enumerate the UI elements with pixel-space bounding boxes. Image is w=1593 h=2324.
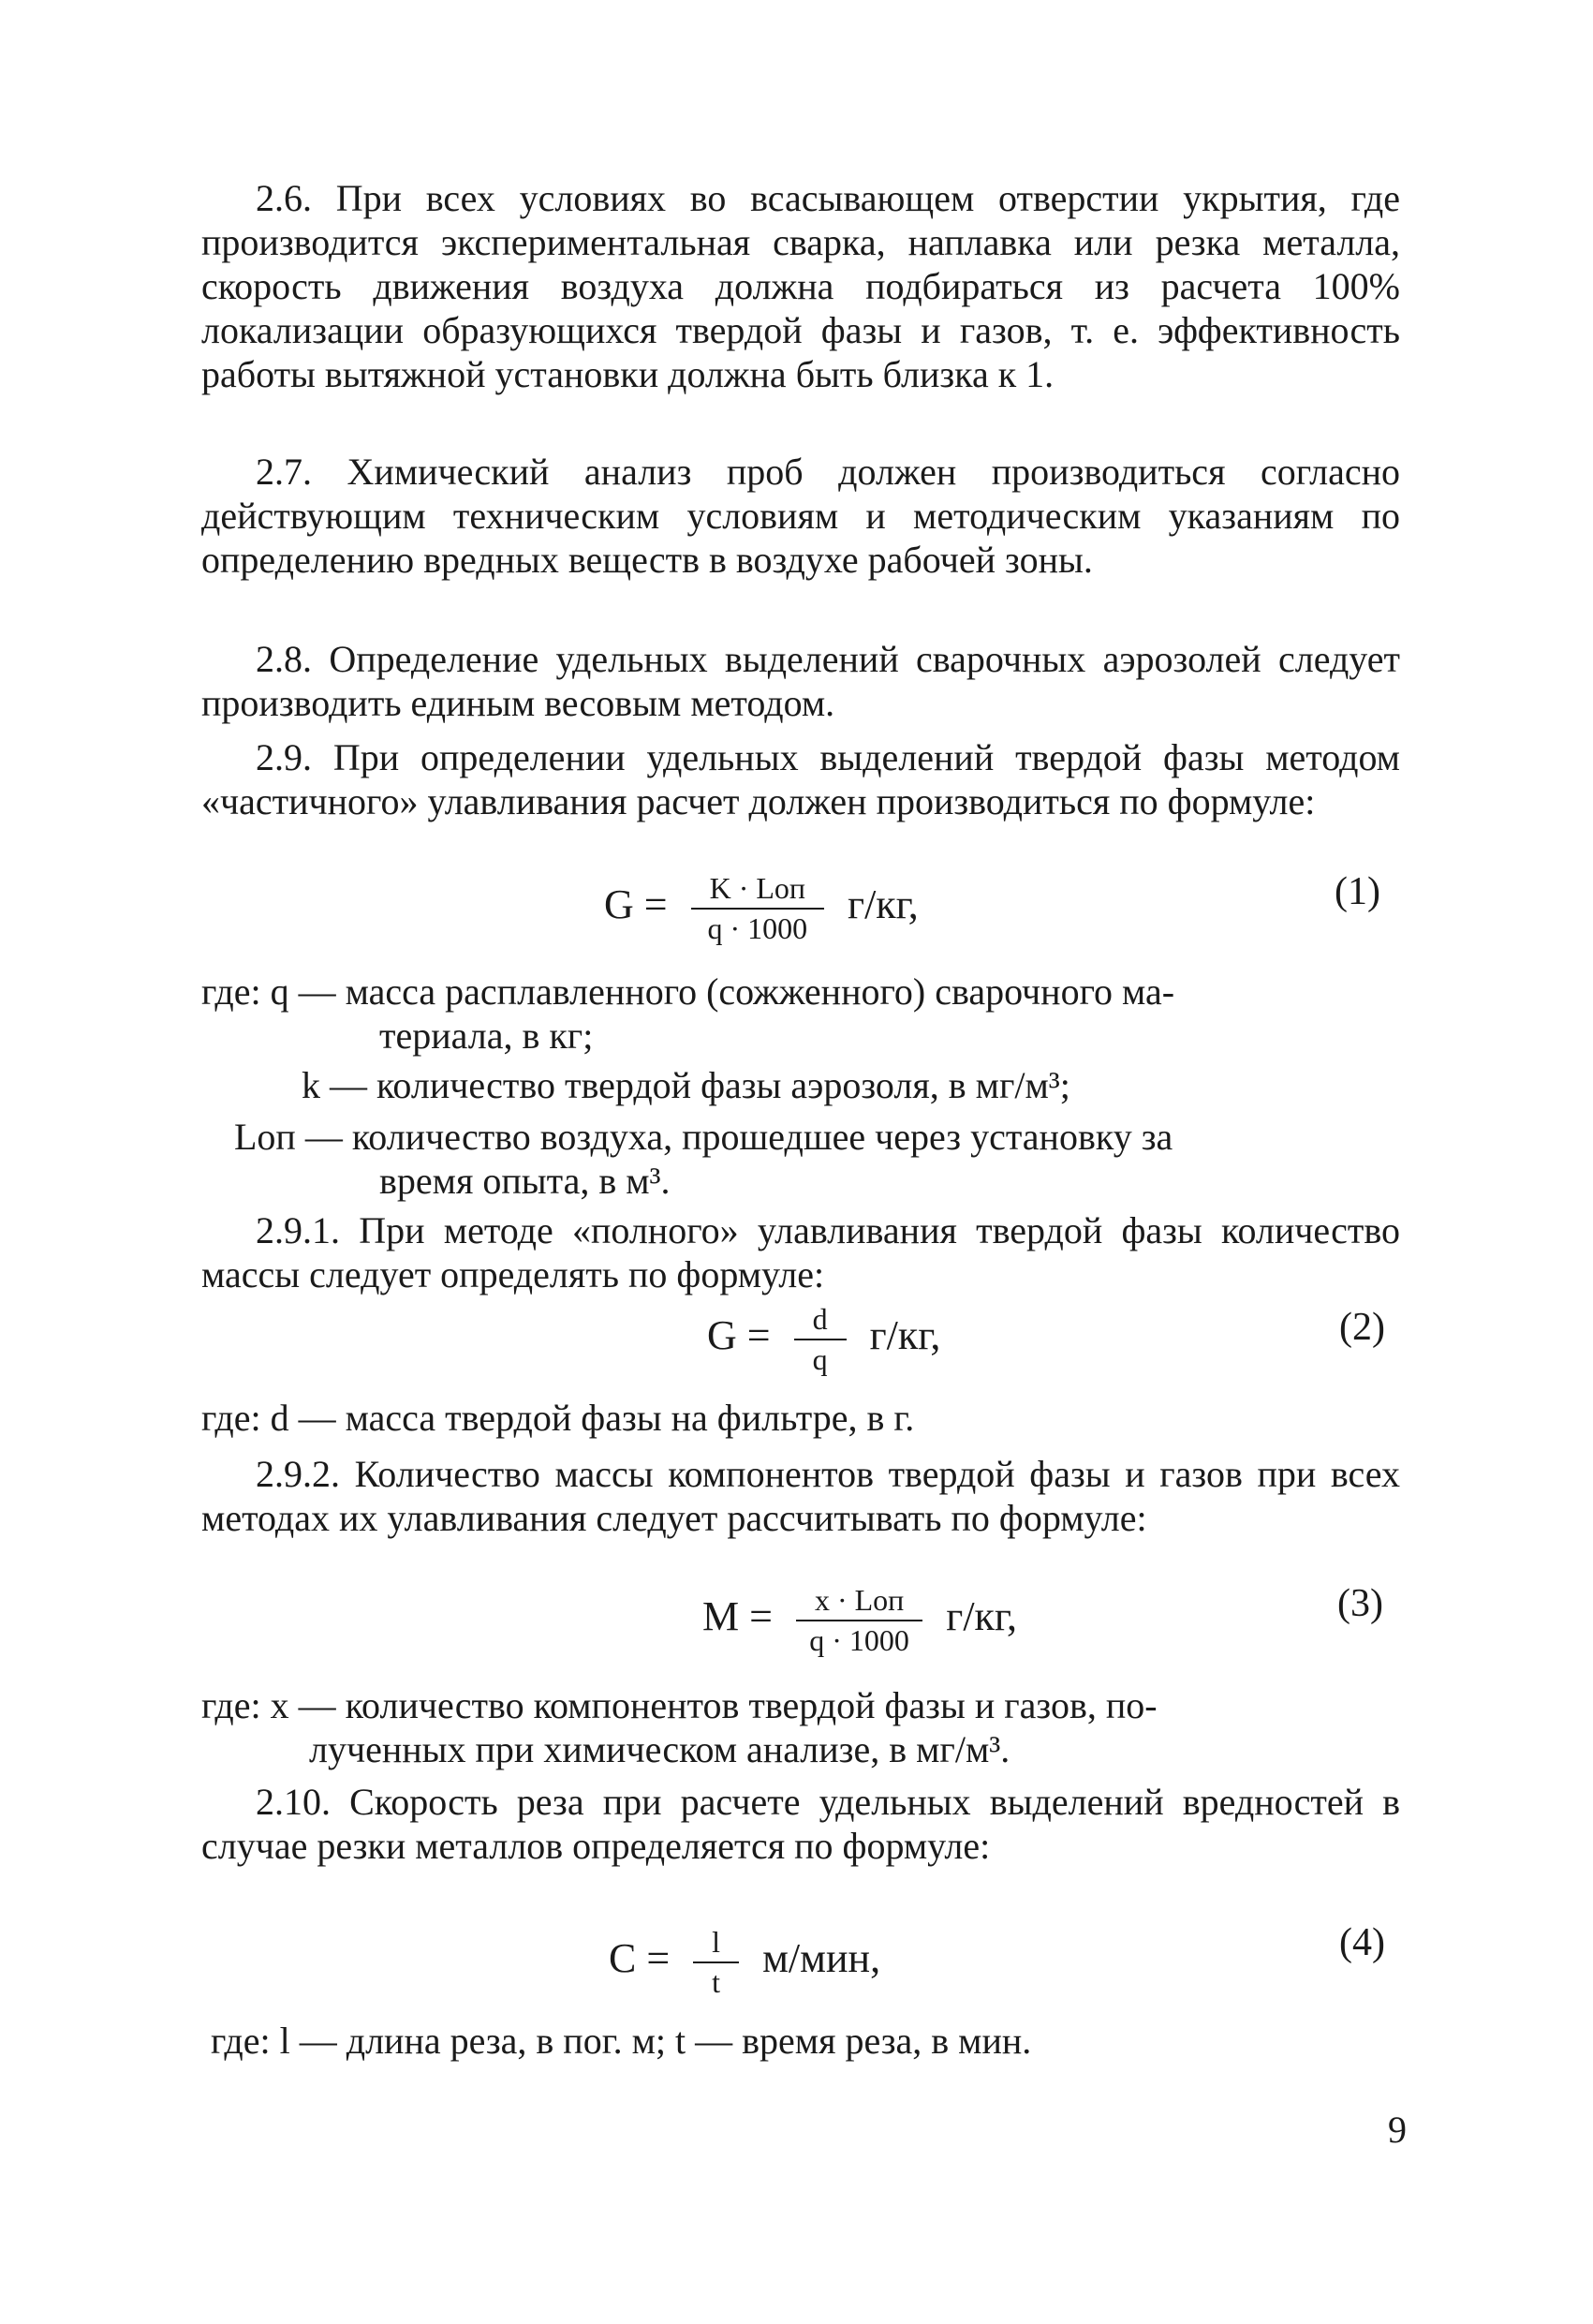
page-number: 9 [1388, 2109, 1407, 2151]
paragraph-2-8 [201, 637, 1400, 725]
paragraph-2-6-text: 2.6. При всех условиях во всасывающем отверстии укрытия, где производится экспериментальная сварка, наплавка или резка металла, скорость движения воздуха должна подбираться из расчета 100% локализации образующихся твердой фазы и газов, т. е. эффективность работы вытяжной установки должна быть близка к 1. [201, 177, 1400, 395]
formula-3-lhs: M = [702, 1593, 773, 1640]
paragraph-2-9 [201, 735, 1400, 823]
formula-4-unit: м/мин, [762, 1935, 881, 1982]
formula-4-numerator: l [693, 1925, 739, 1963]
formula-4 [609, 1925, 880, 2000]
formula-3-fraction [796, 1583, 922, 1658]
paragraph-2-9-2-text: 2.9.2. Количество массы компонентов твердой фазы и газов при всех методах их улавливания следует рассчитывать по формуле: [201, 1453, 1400, 1539]
equation-number-1: (1) [1335, 870, 1380, 913]
definition-q-line1: где: q — масса расплавленного (сожженного) сварочного ма- [201, 970, 1175, 1013]
formula-2-lhs: G = [707, 1312, 771, 1359]
paragraph-2-7-text: 2.7. Химический анализ проб должен производиться согласно действующим техническим условиям и методическим указаниям по определению вредных веществ в воздухе рабочей зоны. [201, 451, 1400, 581]
definition-x-line1: где: x — количество компонентов твердой фазы и газов, по- [201, 1684, 1158, 1726]
formula-2-denominator: q [812, 1342, 828, 1376]
formula-2 [707, 1302, 940, 1377]
paragraph-2-9-1-text: 2.9.1. При методе «полного» улавливания твердой фазы количество массы следует определять по формуле: [201, 1209, 1400, 1295]
formula-4-denominator: t [712, 1965, 721, 1999]
formula-1 [604, 871, 919, 946]
paragraph-2-9-text: 2.9. При определении удельных выделений твердой фазы методом «частичного» улавливания расчет должен производиться по формуле: [201, 736, 1400, 822]
formula-1-denominator: q · 1000 [707, 911, 808, 945]
formula-3-denominator: q · 1000 [809, 1623, 909, 1657]
paragraph-2-10-text: 2.10. Скорость реза при расчете удельных выделений вредностей в случае резки металлов определяется по формуле: [201, 1781, 1400, 1867]
definition-l-line2: время опыта, в м³. [379, 1160, 671, 1202]
definition-k: k — количество твердой фазы аэрозоля, в мг/м³; [302, 1064, 1070, 1106]
equation-number-2: (2) [1339, 1306, 1385, 1349]
formula-4-lhs: C = [609, 1935, 671, 1982]
definition-l-t: где: l — длина реза, в пог. м; t — время реза, в мин. [211, 2020, 1032, 2062]
paragraph-2-6 [201, 176, 1400, 396]
definition-d: где: d — масса твердой фазы на фильтре, в г. [201, 1397, 915, 1439]
formula-4-fraction [693, 1925, 739, 2000]
definition-l-line1: Lоп — количество воздуха, прошедшее через установку за [234, 1116, 1173, 1158]
equation-number-3: (3) [1337, 1582, 1383, 1625]
formula-3-numerator: x · Lоп [796, 1583, 922, 1621]
formula-3-unit: г/кг, [946, 1593, 1017, 1640]
formula-2-numerator: d [794, 1302, 847, 1340]
paragraph-2-9-2 [201, 1452, 1400, 1540]
formula-1-lhs: G = [604, 881, 668, 928]
formula-1-unit: г/кг, [848, 881, 919, 928]
formula-3 [702, 1583, 1017, 1658]
formula-2-unit: г/кг, [869, 1312, 941, 1359]
formula-1-fraction [691, 871, 824, 946]
formula-1-numerator: K · Lоп [691, 871, 824, 910]
equation-number-4: (4) [1339, 1921, 1385, 1964]
paragraph-2-7 [201, 450, 1400, 582]
paragraph-2-9-1 [201, 1208, 1400, 1296]
formula-2-fraction [794, 1302, 847, 1377]
paragraph-2-10 [201, 1780, 1400, 1868]
definition-x-line2: лученных при химическом анализе, в мг/м³. [309, 1728, 1010, 1770]
definition-q-line2: териала, в кг; [379, 1014, 594, 1057]
paragraph-2-8-text: 2.8. Определение удельных выделений сварочных аэрозолей следует производить единым весовым методом. [201, 638, 1400, 724]
